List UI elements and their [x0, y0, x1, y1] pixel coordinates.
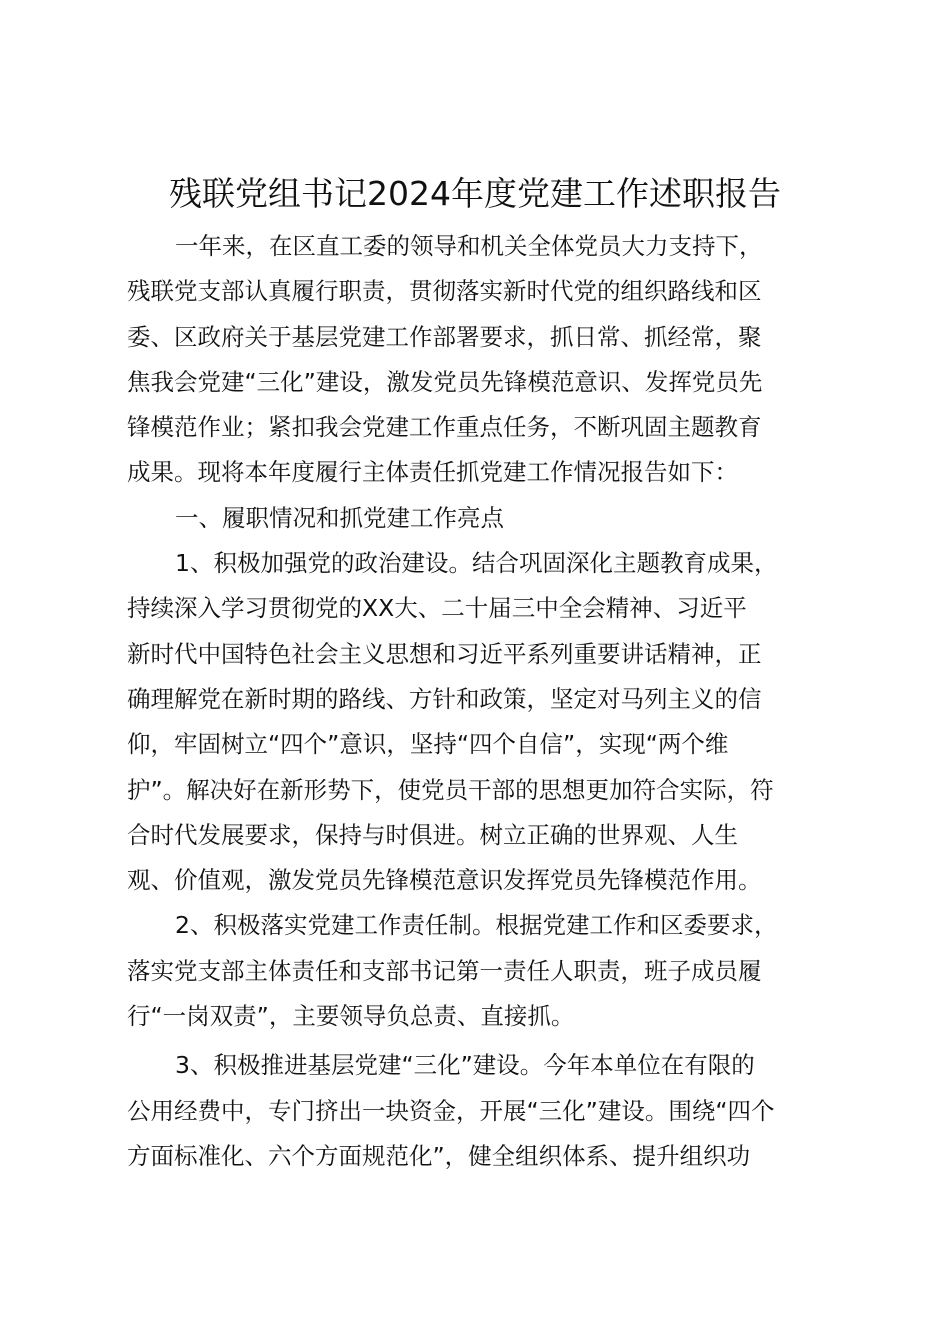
document-title: 残联党组书记2024年度党建工作述职报告	[169, 174, 781, 213]
section-heading: 一、履职情况和抓党建工作亮点	[175, 503, 504, 532]
body-line: 行“一岗双责”，主要领导负总责、直接抓。	[127, 1002, 575, 1031]
body-line: 确理解党在新时期的路线、方针和政策，坚定对马列主义的信	[127, 684, 762, 713]
body-line: 护”。解决好在新形势下，使党员干部的思想更加符合实际，符	[127, 775, 774, 804]
body-line: 1、积极加强党的政治建设。结合巩固深化主题教育成果，	[175, 549, 778, 578]
body-line: 锋模范作业；紧扣我会党建工作重点任务，不断巩固主题教育	[127, 413, 762, 442]
body-line: 一年来，在区直工委的领导和机关全体党员大力支持下，	[175, 232, 763, 260]
body-line: 仰，牢固树立“四个”意识，坚持“四个自信”，实现“两个维	[127, 730, 729, 759]
body-line: 落实党支部主体责任和支部书记第一责任人职责，班子成员履	[127, 956, 762, 985]
body-line: 3、积极推进基层党建“三化”建设。今年本单位在有限的	[175, 1051, 755, 1080]
body-line: 观、价值观，激发党员先锋模范意识发挥党员先锋模范作用。	[127, 866, 762, 895]
body-line: 2、积极落实党建工作责任制。根据党建工作和区委要求，	[175, 911, 778, 940]
document-body	[127, 224, 837, 1179]
body-line: 公用经费中，专门挤出一块资金，开展“三化”建设。围绕“四个	[127, 1096, 775, 1125]
body-line: 成果。现将本年度履行主体责任抓党建工作情况报告如下：	[127, 458, 738, 487]
body-line: 新时代中国特色社会主义思想和习近平系列重要讲话精神，正	[127, 639, 762, 668]
body-line: 委、区政府关于基层党建工作部署要求，抓日常、抓经常，聚	[127, 322, 762, 351]
body-line: 合时代发展要求，保持与时俱进。树立正确的世界观、人生	[127, 820, 738, 849]
body-line: 持续深入学习贯彻党的XX大、二十届三中全会精神、习近平	[127, 594, 747, 623]
body-line: 方面标准化、六个方面规范化”，健全组织体系、提升组织功	[127, 1141, 751, 1170]
body-line: 焦我会党建“三化”建设，激发党员先锋模范意识、发挥党员先	[127, 367, 763, 396]
body-line: 残联党支部认真履行职责，贯彻落实新时代党的组织路线和区	[127, 277, 762, 306]
